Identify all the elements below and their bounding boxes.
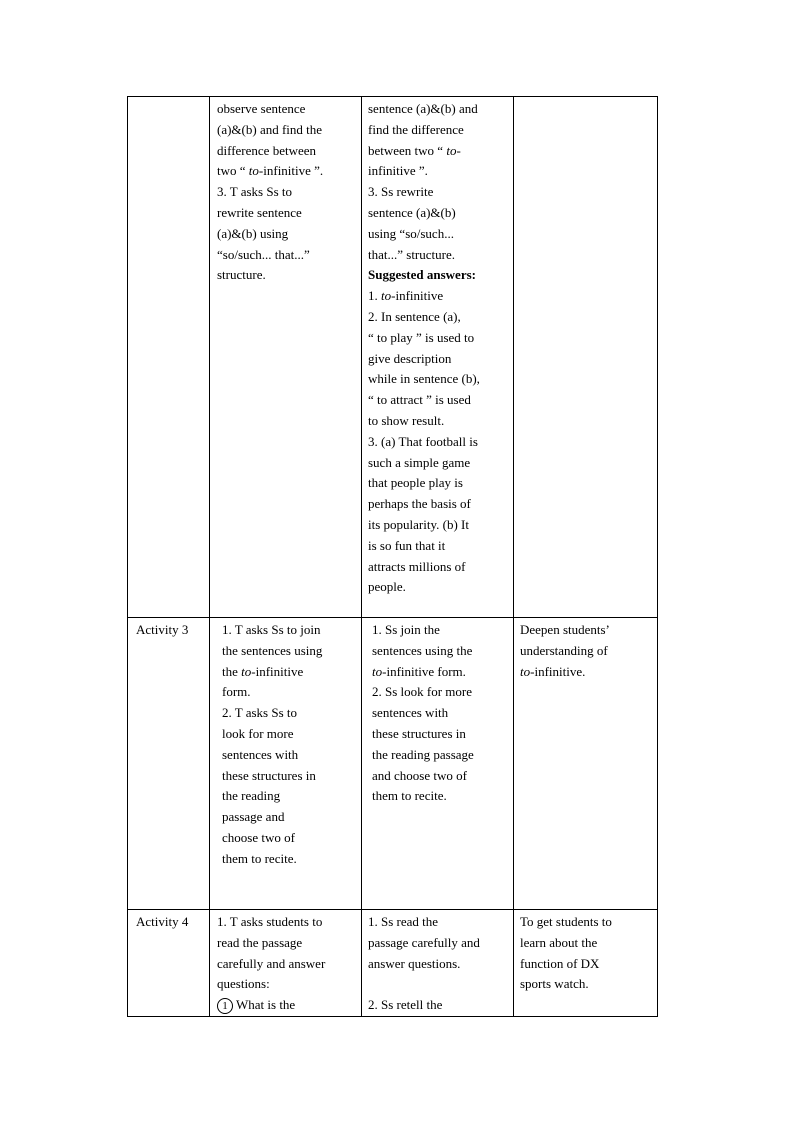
teacher-activity-text: 1. T asks students to read the passage carefully and answer questions: xyxy=(217,914,326,992)
teacher-activity-cell xyxy=(210,910,362,1017)
teacher-activity-cell: observe sentence (a)&(b) and find the difference between two “ to-infinitive ”. 3. T asks Ss to rewrite sentence (a)&(b) using “so/such... that...” structure. xyxy=(210,97,362,618)
circled-number-icon: 1 xyxy=(217,998,233,1014)
activity-cell: Activity 4 xyxy=(128,910,210,1017)
suggested-answers-heading: Suggested answers: xyxy=(368,267,476,283)
student-activity-cell: 1. Ss read the passage carefully and answer questions. 2. Ss retell the xyxy=(362,910,514,1017)
purpose-cell: Deepen students’ understanding of to-infinitive. xyxy=(514,618,658,910)
table-row xyxy=(128,910,658,1017)
student-activity-text: sentence (a)&(b) and find the difference between two “ to- infinitive ”. 3. Ss rewrite sentence (a)&(b) using “so/such... that...” structure. xyxy=(368,101,478,262)
purpose-cell xyxy=(514,97,658,618)
purpose-cell: To get students to learn about the function of DX sports watch. xyxy=(514,910,658,1017)
question-item: 1 What is the xyxy=(210,995,361,1016)
student-activity-cell: 1. Ss join the sentences using the to-infinitive form. 2. Ss look for more sentences with these structures in the reading passage and choose two of them to recite. xyxy=(362,618,514,910)
lesson-plan-table xyxy=(127,96,658,1017)
teacher-activity-cell: 1. T asks Ss to join the sentences using the to-infinitive form. 2. T asks Ss to look for more sentences with these structures in the reading passage and choose two of them to recite. xyxy=(210,618,362,910)
student-activity-cell xyxy=(362,97,514,618)
activity-cell xyxy=(128,97,210,618)
suggested-answers-text: 1. to-infinitive 2. In sentence (a), “ to play ” is used to give description while in sentence (b), “ to attract ” is used to show result. 3. (a) That football is such a simple game that people play is perhaps the basis of its popularity. (b) It is so fun that it attracts millions of people. xyxy=(368,288,480,595)
table-row xyxy=(128,618,658,910)
activity-cell: Activity 3 xyxy=(128,618,210,910)
table-row xyxy=(128,97,658,618)
